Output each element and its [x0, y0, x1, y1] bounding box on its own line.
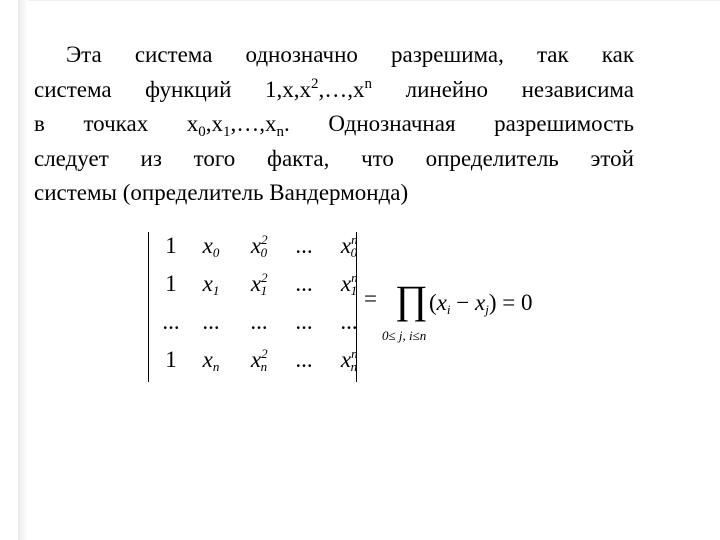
paragraph-line-1: Эта система однозначно разрешима, так как — [66, 42, 634, 67]
paragraph-line-2 — [34, 73, 634, 108]
matrix-cell-r2-c4: ... — [340, 309, 358, 334]
product-range: 0≤ j, i≤n — [382, 328, 427, 343]
slide-top-rule — [28, 0, 720, 1]
line3-subscript-1: 1 — [223, 124, 231, 140]
matrix-cell-r0-c0: 1 — [165, 233, 177, 258]
matrix-cell-r0-c3: ... — [295, 233, 313, 258]
line3-sep2: ,…,x — [230, 111, 277, 136]
product-symbol: ∏ — [395, 277, 428, 322]
matrix-cell-r0-c1: $x_0$ — [202, 233, 220, 260]
paragraph-line-3 — [34, 107, 634, 142]
matrix-cell-r0-c2: $x^2_0$ — [250, 232, 268, 260]
paragraph-line-5: системы (определитель Вандермонда) — [34, 180, 409, 205]
matrix-cell-r1-c0: 1 — [165, 271, 177, 296]
matrix-cell-r3-c4: $x^n_n$ — [340, 346, 358, 374]
matrix-cell-r2-c0: ... — [162, 309, 180, 334]
matrix-cell-r2-c1: ... — [202, 309, 220, 334]
matrix-cell-r2-c2: ... — [250, 309, 268, 334]
result-zero: ) = 0 — [488, 290, 533, 315]
minus-sign: − — [450, 290, 475, 315]
product-expression — [429, 289, 532, 317]
vandermonde-formula — [146, 228, 586, 388]
matrix-cell-r1-c3: ... — [295, 271, 313, 296]
equals-sign: = — [364, 286, 377, 311]
xj-subscript: j — [485, 302, 489, 317]
line3-prefix: в точках x — [34, 111, 199, 136]
line2-suffix: линейно независима — [372, 76, 634, 102]
matrix-cell-r3-c2: $x^2_n$ — [250, 346, 268, 374]
line3-subscript-0: 0 — [198, 124, 206, 140]
xi-variable: x — [436, 290, 447, 315]
line2-prefix: система функций 1,x,x — [34, 76, 312, 102]
matrix-cell-r3-c0: 1 — [165, 347, 177, 372]
line3-subscript-n: n — [276, 124, 285, 140]
line2-mid: ,…,x — [318, 76, 365, 102]
xi-subscript: i — [446, 302, 451, 317]
line3-suffix: . Однозначная разрешимость — [284, 111, 634, 136]
matrix-cell-r3-c3: ... — [295, 347, 313, 372]
open-paren: ( — [429, 290, 437, 315]
slide-edge-shadow — [18, 0, 28, 540]
paragraph — [34, 38, 634, 211]
xj-variable: x — [475, 290, 486, 315]
line2-superscript-n: n — [364, 75, 373, 92]
matrix-cell-r3-c1: $x_n$ — [202, 347, 220, 374]
matrix-cell-r1-c2: $x^2_1$ — [250, 270, 268, 298]
line3-sep1: ,x — [205, 111, 224, 136]
matrix-cell-r1-c1: $x_1$ — [202, 271, 220, 298]
paragraph-line-4: следует из того факта, что определитель этой — [34, 145, 634, 171]
line2-superscript-2: 2 — [311, 75, 319, 92]
matrix-cell-r1-c4: $x^n_1$ — [340, 270, 358, 298]
matrix-cell-r2-c3: ... — [295, 309, 313, 334]
matrix-cell-r0-c4: $x^n_0$ — [340, 232, 358, 260]
